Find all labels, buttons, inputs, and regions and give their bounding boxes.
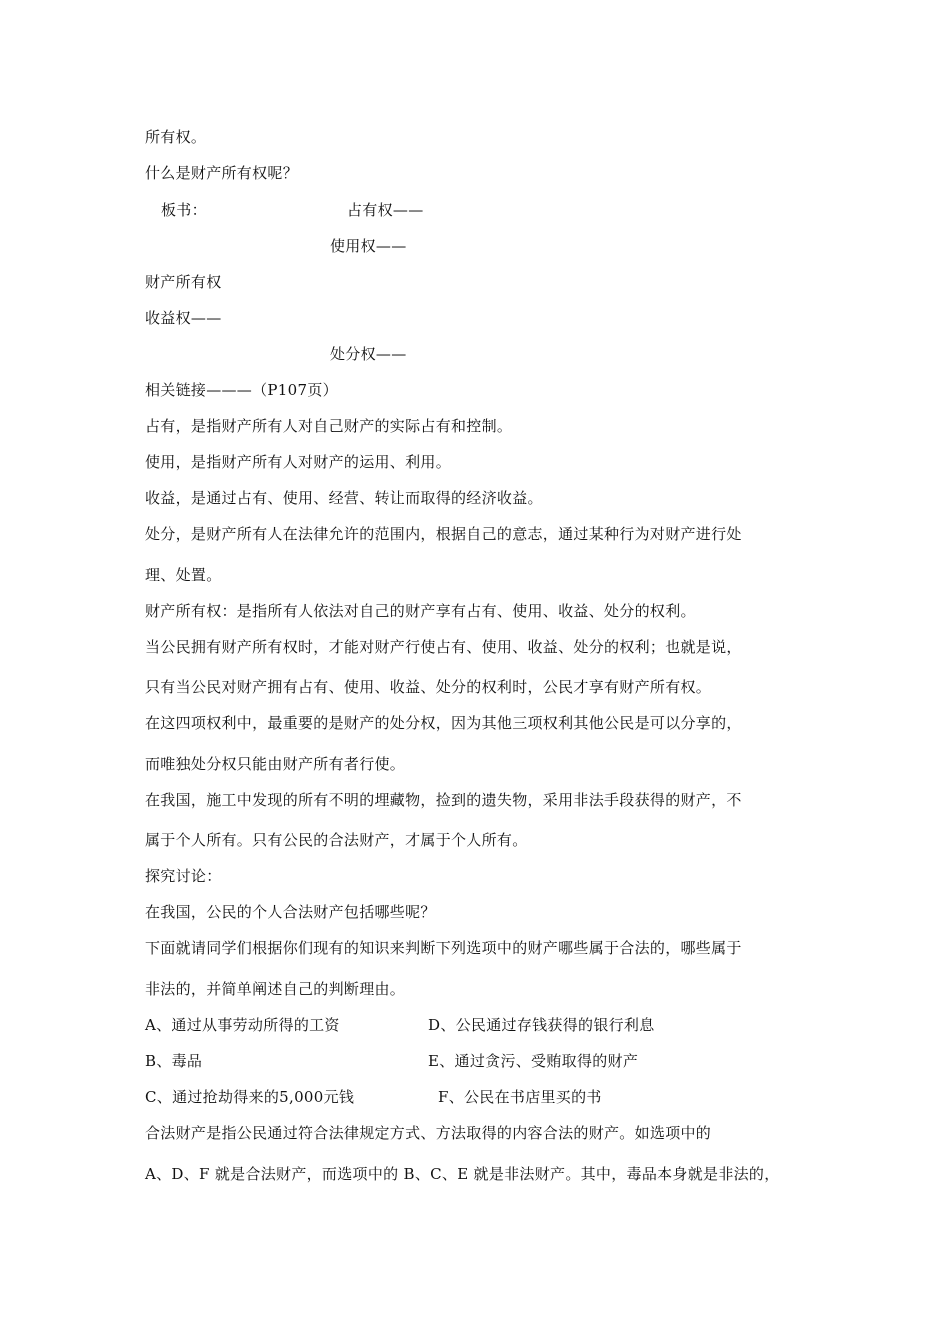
definition-line: 处分，是财产所有人在法律允许的范围内，根据自己的意志，通过某种行为对财产进行处	[145, 525, 742, 543]
blackboard-item-disposal: 处分权——	[330, 345, 407, 363]
option-b: B、毒品	[145, 1052, 203, 1070]
definition-line: 使用，是指财产所有人对财产的运用、利用。	[145, 453, 452, 471]
blackboard-item-possession: 占有权——	[347, 201, 424, 219]
option-a: A、通过从事劳动所得的工资	[145, 1016, 340, 1034]
definition-line: 占有，是指财产所有人对自己财产的实际占有和控制。	[145, 417, 513, 435]
paragraph-line: 在这四项权利中，最重要的是财产的处分权，因为其他三项权利其他公民是可以分享的，	[145, 714, 742, 732]
option-d: D、公民通过存钱获得的银行利息	[428, 1016, 655, 1034]
text-line: 所有权。	[145, 128, 207, 146]
paragraph-line: 下面就请同学们根据你们现有的知识来判断下列选项中的财产哪些属于合法的，哪些属于	[145, 939, 742, 957]
blackboard-item-use: 使用权——	[330, 237, 407, 255]
blackboard-item-ownership: 财产所有权	[145, 273, 222, 291]
paragraph-line: 属于个人所有。只有公民的合法财产，才属于个人所有。	[145, 831, 528, 849]
paragraph-line: 只有当公民对财产拥有占有、使用、收益、处分的权利时，公民才享有财产所有权。	[145, 678, 712, 696]
paragraph-line: 当公民拥有财产所有权时，才能对财产行使占有、使用、收益、处分的权利；也就是说，	[145, 638, 742, 656]
option-e: E、通过贪污、受贿取得的财产	[428, 1052, 639, 1070]
paragraph-line: 而唯独处分权只能由财产所有者行使。	[145, 755, 406, 773]
option-c: C、通过抢劫得来的5,000元钱	[145, 1088, 355, 1106]
related-link: 相关链接———（P107页）	[145, 381, 338, 399]
paragraph-line: A、D、F 就是合法财产，而选项中的 B、C、E 就是非法财产。其中，毒品本身就是非法的，	[145, 1165, 780, 1183]
paragraph-line: 在我国，施工中发现的所有不明的埋藏物，捡到的遗失物，采用非法手段获得的财产，不	[145, 791, 742, 809]
definition-line: 收益，是通过占有、使用、经营、转让而取得的经济收益。	[145, 489, 543, 507]
question-line: 在我国，公民的个人合法财产包括哪些呢？	[145, 903, 436, 921]
blackboard-item-income: 收益权——	[145, 309, 222, 327]
section-heading: 探究讨论：	[145, 867, 222, 885]
option-f: F、公民在书店里买的书	[438, 1088, 602, 1106]
definition-line: 财产所有权：是指所有人依法对自己的财产享有占有、使用、收益、处分的权利。	[145, 602, 696, 620]
paragraph-line: 合法财产是指公民通过符合法律规定方式、方法取得的内容合法的财产。如选项中的	[145, 1124, 712, 1142]
question-line: 什么是财产所有权呢？	[145, 164, 299, 182]
definition-line: 理、处置。	[145, 566, 222, 584]
paragraph-line: 非法的，并简单阐述自己的判断理由。	[145, 980, 406, 998]
blackboard-label: 板书：	[161, 201, 207, 219]
